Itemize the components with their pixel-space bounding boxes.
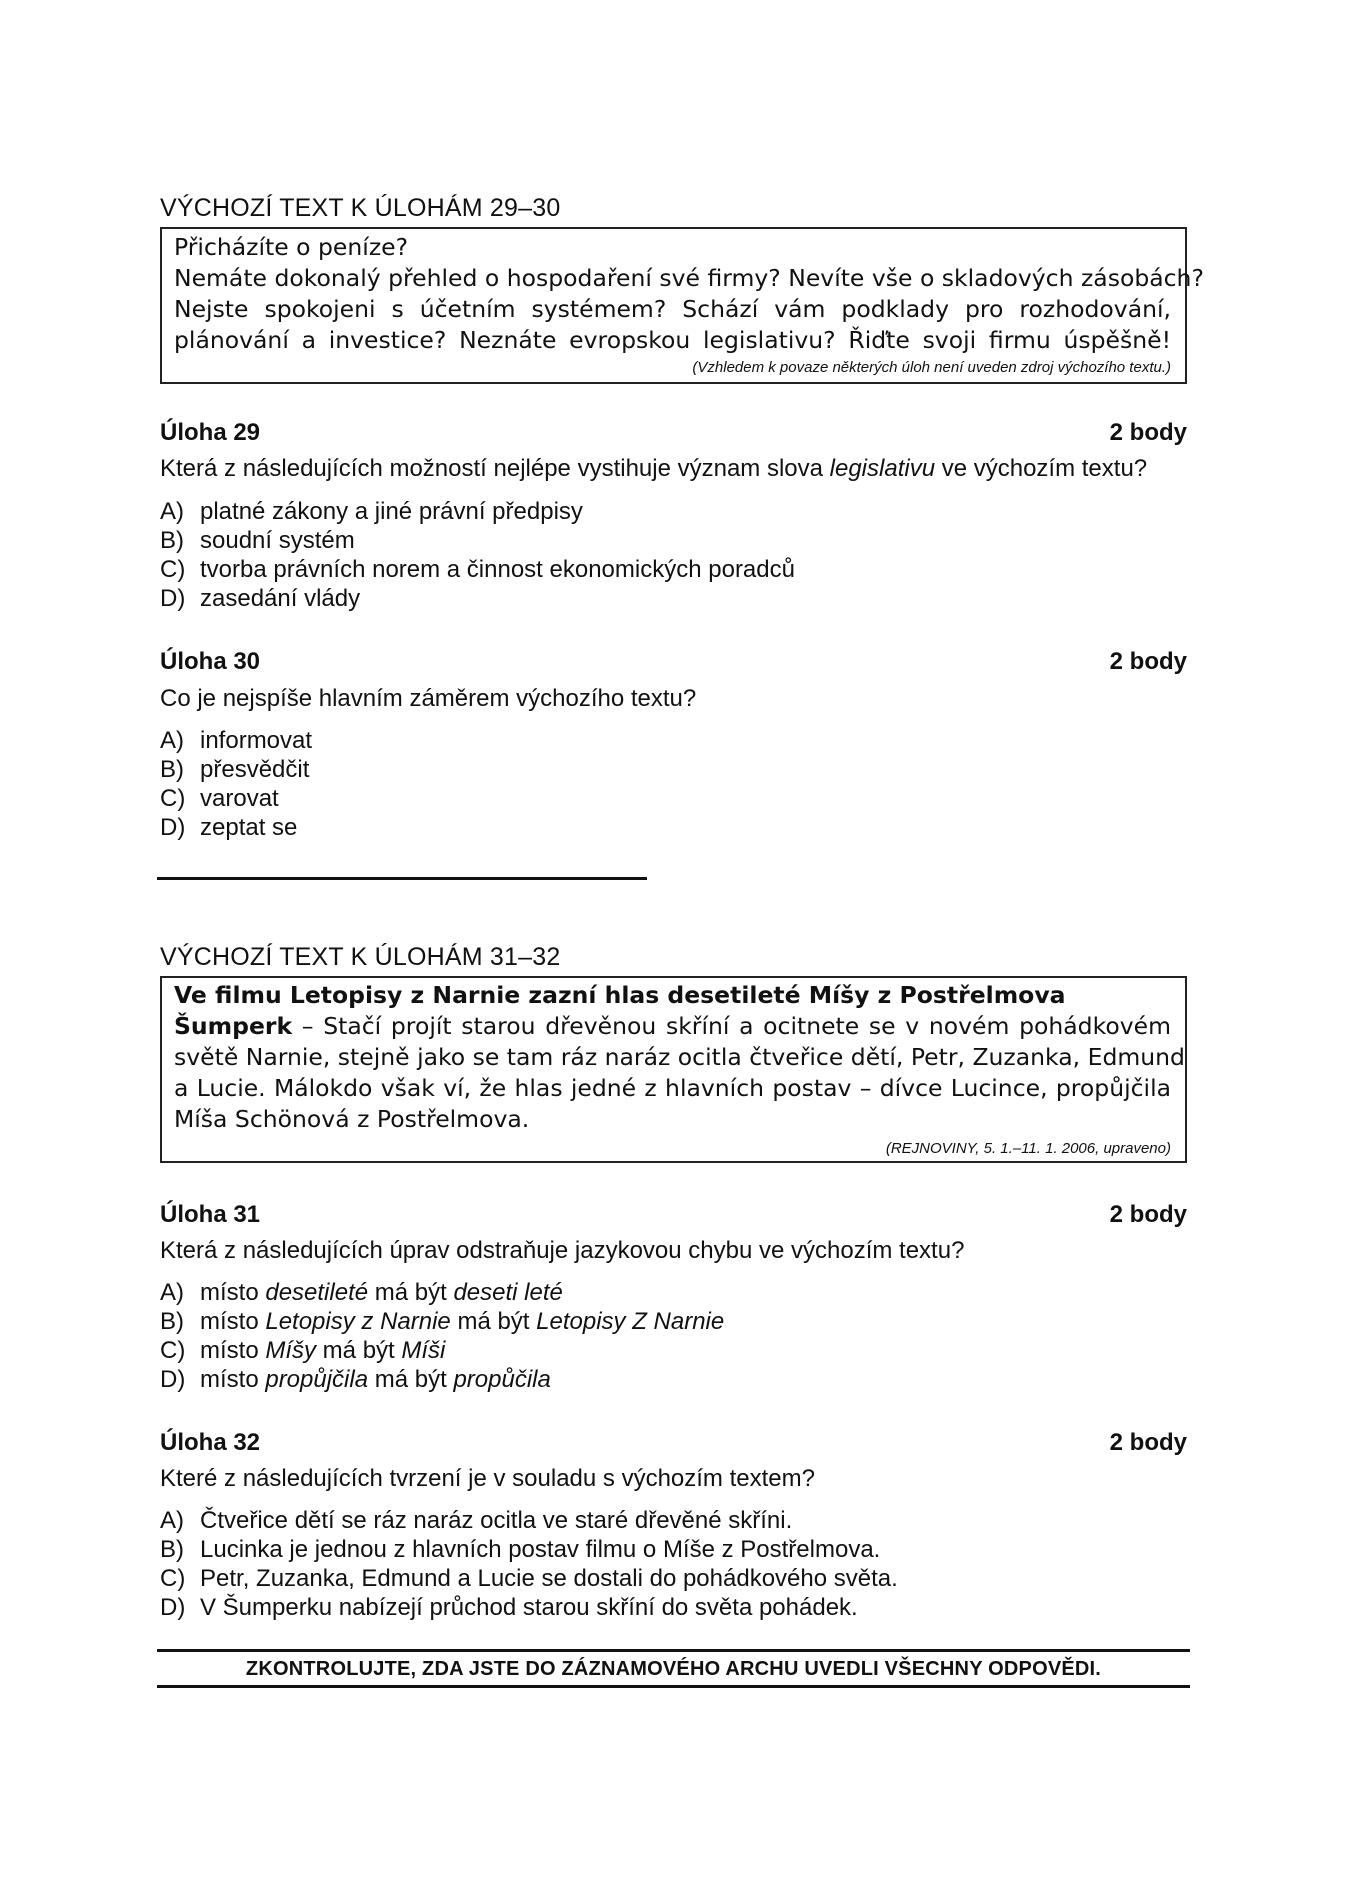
task-question-32: Které z následujících tvrzení je v souladu s výchozím textem? <box>160 1465 815 1492</box>
task-points-32: 2 body <box>1109 1429 1187 1456</box>
answer-option-32-d: D) V Šumperku nabízejí průchod starou skříní do světa pohádek. <box>160 1594 858 1621</box>
source-text-line: Přicházíte o peníze? <box>174 233 409 261</box>
source-text-line: plánování a investice? Neznáte evropskou legislativu? Řiďte svoji firmu úspěšně! <box>174 326 1171 354</box>
section-heading-31-32: VÝCHOZÍ TEXT K ÚLOHÁM 31–32 <box>160 943 561 971</box>
answer-option-30-d: D) zeptat se <box>160 814 298 841</box>
source-text-box-29-30 <box>160 227 1204 384</box>
answer-option-31-b: B) místo Letopisy z Narnie má být Letopisy Z Narnie <box>160 1308 725 1335</box>
source-text-line: Šumperk – Stačí projít starou dřevěnou skříní a ocitnete se v novém pohádkovém <box>174 1012 1171 1040</box>
answer-option-30-c: C) varovat <box>160 785 279 812</box>
section-divider <box>157 877 647 880</box>
answer-option-32-b: B) Lucinka je jednou z hlavních postav filmu o Míše z Postřelmova. <box>160 1536 881 1563</box>
article-headline: Ve filmu Letopisy z Narnie zazní hlas desetileté Míšy z Postřelmova <box>174 981 1066 1009</box>
source-text-line: Nemáte dokonalý přehled o hospodaření své firmy? Nevíte vše o skladových zásobách? <box>174 264 1204 292</box>
task-question-30: Co je nejspíše hlavním záměrem výchozího textu? <box>160 685 697 712</box>
answer-option-31-d: D) místo propůjčila má být propůčila <box>160 1366 551 1393</box>
answer-option-30-a: A) informovat <box>160 727 313 754</box>
task-points-30: 2 body <box>1109 648 1187 675</box>
answer-option-30-b: B) přesvědčit <box>160 756 310 783</box>
source-text-line: Nejste spokojeni s účetním systémem? Schází vám podklady pro rozhodování, <box>174 295 1171 323</box>
source-citation: (Vzhledem k povaze některých úloh není uveden zdroj výchozího textu.) <box>692 359 1171 376</box>
task-title-29: Úloha 29 <box>160 419 261 446</box>
answer-option-32-a: A) Čtveřice dětí se ráz naráz ocitla ve staré dřevěné skříni. <box>160 1507 793 1534</box>
answer-option-29-d: D) zasedání vlády <box>160 585 361 612</box>
task-title-30: Úloha 30 <box>160 648 261 675</box>
answer-option-31-a: A) místo desetileté má být deseti leté <box>160 1279 563 1306</box>
task-points-31: 2 body <box>1109 1201 1187 1228</box>
task-question-29: Která z následujících možností nejlépe vystihuje význam slova legislativu ve výchozím textu? <box>160 455 1148 482</box>
section-heading-29-30: VÝCHOZÍ TEXT K ÚLOHÁM 29–30 <box>160 194 561 222</box>
task-title-31: Úloha 31 <box>160 1201 261 1228</box>
answer-option-29-a: A) platné zákony a jiné právní předpisy <box>160 498 583 525</box>
task-title-32: Úloha 32 <box>160 1429 261 1456</box>
footer-rule-bottom <box>157 1685 1190 1688</box>
source-text-line: světě Narnie, stejně jako se tam ráz naráz ocitla čtveřice dětí, Petr, Zuzanka, Edmund <box>174 1043 1185 1071</box>
footer-rule-top <box>157 1649 1190 1652</box>
footer-check-note: ZKONTROLUJTE, ZDA JSTE DO ZÁZNAMOVÉHO ARCHU UVEDLI VŠECHNY ODPOVĚDI. <box>245 1658 1102 1680</box>
task-points-29: 2 body <box>1109 419 1187 446</box>
answer-option-29-b: B) soudní systém <box>160 527 355 554</box>
source-text-line: a Lucie. Málokdo však ví, že hlas jedné z hlavních postav – dívce Lucince, propůjčila <box>174 1074 1171 1102</box>
task-question-31: Která z následujících úprav odstraňuje jazykovou chybu ve výchozím textu? <box>160 1237 965 1264</box>
source-text-box-31-32 <box>160 976 1187 1163</box>
answer-option-31-c: C) místo Míšy má být Míši <box>160 1337 446 1364</box>
answer-option-32-c: C) Petr, Zuzanka, Edmund a Lucie se dostali do pohádkového světa. <box>160 1565 898 1592</box>
source-citation: (REJNOVINY, 5. 1.–11. 1. 2006, upraveno) <box>885 1140 1171 1157</box>
source-text-line: Míša Schönová z Postřelmova. <box>174 1105 530 1133</box>
answer-option-29-c: C) tvorba právních norem a činnost ekonomických poradců <box>160 556 795 583</box>
